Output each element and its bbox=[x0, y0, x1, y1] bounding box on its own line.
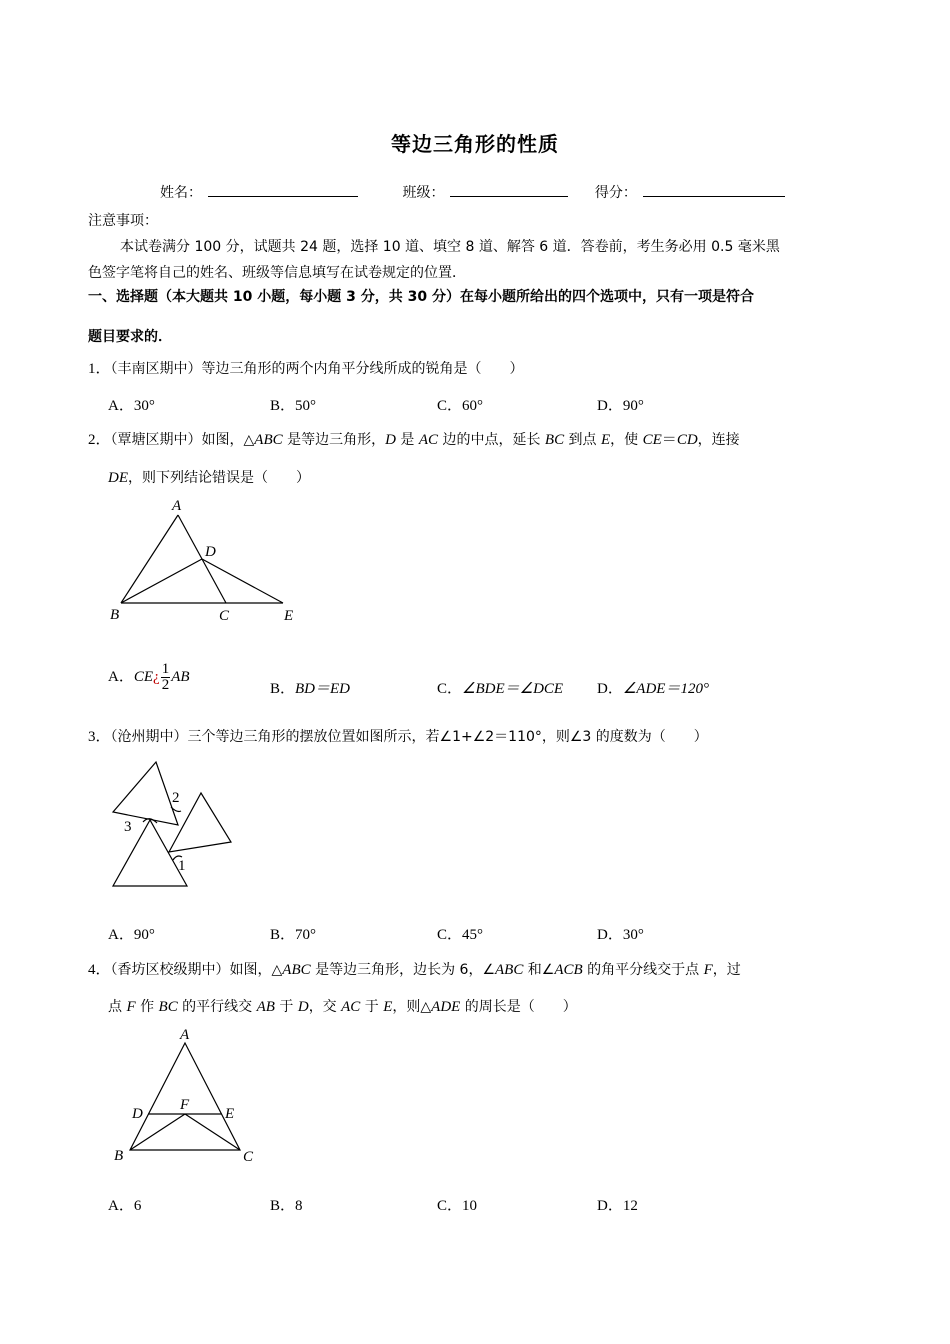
question-number: 4． bbox=[88, 962, 111, 978]
q2-label-a: A bbox=[172, 498, 182, 514]
q4-text: 和∠ bbox=[523, 962, 555, 978]
q1-option-b[interactable]: B．50° bbox=[270, 398, 317, 414]
q2-option-a[interactable] bbox=[108, 662, 190, 693]
q2-var: E bbox=[601, 432, 611, 448]
q4-figure bbox=[105, 1025, 265, 1170]
q2-text: ＝ bbox=[661, 432, 677, 448]
option-letter: C． bbox=[437, 681, 463, 697]
q4-var: AB bbox=[256, 999, 275, 1015]
option-text: ∠ADE＝120° bbox=[622, 681, 709, 697]
q2-var: CE bbox=[642, 432, 662, 448]
q4-text: 作 bbox=[135, 999, 159, 1015]
q4-label-e: E bbox=[225, 1106, 235, 1122]
q2-text: 是等边三角形， bbox=[282, 432, 386, 448]
student-info-line bbox=[160, 182, 791, 202]
question-number: 1． bbox=[88, 361, 111, 377]
fraction-denominator: 2 bbox=[161, 677, 170, 693]
question-text: （丰南区期中）等边三角形的两个内角平分线所成的锐角是（ ） bbox=[110, 361, 524, 377]
q2-edge-ab bbox=[121, 515, 178, 603]
q3-label-3: 3 bbox=[124, 819, 132, 835]
fraction-half bbox=[161, 662, 171, 693]
q4-var: ABC bbox=[495, 962, 524, 978]
fraction-numerator: 1 bbox=[161, 661, 170, 677]
q4-text: 于 bbox=[360, 999, 384, 1015]
q4-text: ，则△ bbox=[392, 999, 432, 1015]
option-var: AB bbox=[171, 668, 190, 685]
q4-label-a: A bbox=[180, 1027, 190, 1043]
name-label: 姓名： bbox=[160, 185, 202, 201]
q4-option-b[interactable]: B．8 bbox=[270, 1198, 303, 1214]
q4-text: 是等边三角形，边长为 6，∠ bbox=[310, 962, 495, 978]
notes-heading: 注意事项： bbox=[88, 213, 158, 229]
q2-option-d[interactable] bbox=[597, 677, 709, 698]
question-2-cont bbox=[108, 467, 310, 487]
q4-var: F bbox=[703, 962, 713, 978]
q2-var: AC bbox=[418, 432, 439, 448]
q2-figure bbox=[100, 495, 310, 630]
q4-text: ，交 bbox=[308, 999, 342, 1015]
q2-option-c[interactable] bbox=[437, 677, 563, 698]
class-label: 班级： bbox=[402, 185, 445, 201]
q2-var: CD bbox=[676, 432, 698, 448]
q3-label-1: 1 bbox=[178, 858, 186, 874]
section-heading: 一、选择题（本大题共 10 小题，每小题 3 分，共 30 分）在每小题所给出的四个选项中，只有一项是符合 bbox=[88, 289, 754, 305]
option-letter: B． bbox=[270, 681, 296, 697]
question-3 bbox=[88, 725, 708, 746]
q3-figure bbox=[105, 755, 240, 895]
q2-edge-bd bbox=[121, 559, 202, 603]
option-letter: A． bbox=[108, 668, 134, 685]
q4-var: AC bbox=[341, 999, 361, 1015]
q3-triangle-top-left bbox=[113, 762, 178, 825]
q2-text: （覃塘区期中）如图，△ bbox=[110, 432, 255, 448]
q2-text: 是 bbox=[395, 432, 419, 448]
q4-var: ABC bbox=[282, 962, 311, 978]
q2-text: ，则下列结论错误是（ ） bbox=[128, 470, 310, 486]
q4-text: 的平行线交 bbox=[177, 999, 257, 1015]
option-text: ∠BDE＝∠DCE bbox=[462, 681, 564, 697]
section-heading-cont: 题目要求的． bbox=[88, 329, 172, 345]
q4-text: （香坊区校级期中）如图，△ bbox=[110, 962, 283, 978]
q2-text: 边的中点，延长 bbox=[438, 432, 545, 448]
q4-option-a[interactable]: A．6 bbox=[108, 1198, 142, 1214]
name-blank[interactable] bbox=[208, 182, 358, 197]
q2-label-e: E bbox=[284, 608, 294, 624]
q2-var: DE bbox=[108, 470, 128, 486]
q1-option-d[interactable]: D．90° bbox=[597, 398, 644, 414]
question-1 bbox=[88, 357, 524, 378]
garbled-glyph: ¿ bbox=[153, 668, 160, 685]
q1-option-a[interactable]: A．30° bbox=[108, 398, 155, 414]
q2-var: D bbox=[385, 432, 396, 448]
q4-label-f: F bbox=[180, 1097, 190, 1113]
q4-var: D bbox=[297, 999, 309, 1015]
class-blank[interactable] bbox=[450, 182, 568, 197]
q2-text: ，使 bbox=[610, 432, 643, 448]
q1-option-c[interactable]: C．60° bbox=[437, 398, 484, 414]
question-number: 3． bbox=[88, 729, 111, 745]
score-blank[interactable] bbox=[643, 182, 785, 197]
q4-text: ，过 bbox=[712, 962, 741, 978]
q2-text: ，连接 bbox=[697, 432, 740, 448]
q3-label-2: 2 bbox=[172, 790, 180, 806]
q4-option-c[interactable]: C．10 bbox=[437, 1198, 478, 1214]
q3-option-c[interactable]: C．45° bbox=[437, 927, 484, 943]
q2-label-b: B bbox=[110, 607, 120, 623]
notes-line-2: 色签字笔将自己的姓名、班级等信息填写在试卷规定的位置． bbox=[88, 265, 466, 281]
q4-text: 的周长是（ ） bbox=[460, 999, 577, 1015]
q3-option-a[interactable]: A．90° bbox=[108, 927, 155, 943]
q4-var: ACB bbox=[554, 962, 583, 978]
q2-label-d: D bbox=[205, 544, 216, 560]
q4-var: F bbox=[126, 999, 136, 1015]
q2-label-c: C bbox=[219, 608, 230, 624]
q2-edge-ac bbox=[178, 515, 226, 603]
q4-text: 点 bbox=[108, 999, 127, 1015]
q4-text: 于 bbox=[274, 999, 298, 1015]
option-text: BD＝ED bbox=[295, 681, 351, 697]
option-letter: D． bbox=[597, 681, 623, 697]
notes-line-1: 本试卷满分 100 分，试题共 24 题，选择 10 道、填空 8 道、解答 6 道．答卷前，考生务必用 0.5 毫米黑 bbox=[120, 239, 780, 255]
page-title: 等边三角形的性质 bbox=[391, 132, 559, 156]
question-4-cont bbox=[108, 996, 577, 1016]
question-text: （沧州期中）三个等边三角形的摆放位置如图所示，若∠1+∠2＝110°，则∠3 的度数为（ ） bbox=[110, 729, 708, 745]
q4-label-b: B bbox=[114, 1148, 124, 1164]
q3-option-b[interactable]: B．70° bbox=[270, 927, 317, 943]
q4-var: ADE bbox=[431, 999, 461, 1015]
q4-label-d: D bbox=[132, 1106, 143, 1122]
q2-var: ABC bbox=[254, 432, 283, 448]
q4-var: E bbox=[383, 999, 393, 1015]
q2-text: 到点 bbox=[564, 432, 601, 448]
q4-var: BC bbox=[158, 999, 178, 1015]
score-label: 得分： bbox=[594, 185, 637, 201]
question-4 bbox=[88, 958, 741, 979]
q2-var: BC bbox=[544, 432, 565, 448]
question-2 bbox=[88, 428, 740, 449]
q2-option-b[interactable] bbox=[270, 677, 350, 698]
option-var: CE bbox=[133, 668, 154, 685]
q3-option-d[interactable]: D．30° bbox=[597, 927, 644, 943]
q4-option-d[interactable]: D．12 bbox=[597, 1198, 638, 1214]
q4-text: 的角平分线交于点 bbox=[582, 962, 704, 978]
q4-label-c: C bbox=[243, 1149, 254, 1165]
question-number: 2． bbox=[88, 432, 111, 448]
